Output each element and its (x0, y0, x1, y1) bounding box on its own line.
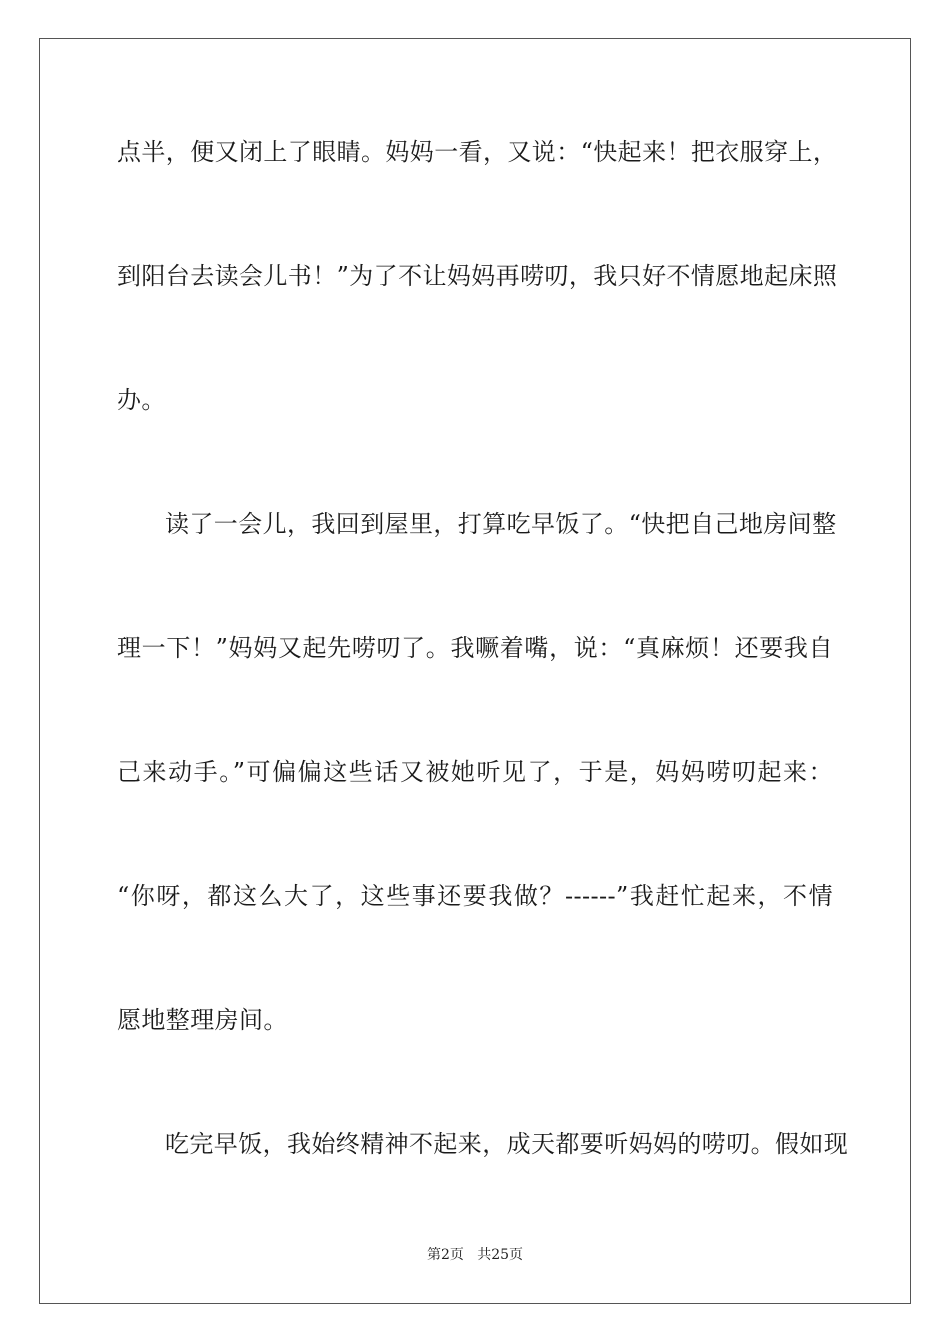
text-line-9: 吃完早饭，我始终精神不起来，成天都要听妈妈的唠叨。假如现 (165, 1130, 849, 1158)
text-line-8: 愿地整理房间。 (117, 1006, 288, 1034)
text-line-7: “你呀，都这么大了，这些事还要我做？------”我赶忙起来，不情 (117, 882, 833, 910)
text-line-1: 点半，便又闭上了眼睛。妈妈一看，又说：“快起来！把衣服穿上， (117, 138, 838, 166)
text-line-5: 理一下！”妈妈又起先唠叨了。我噘着嘴，说：“真麻烦！还要我自 (117, 634, 833, 662)
text-line-6: 己来动手。”可偏偏这些话又被她听见了，于是，妈妈唠叨起来： (117, 758, 833, 786)
text-line-3: 办。 (117, 386, 166, 414)
page-number-footer: 第2页 共25页 (426, 1247, 524, 1263)
page-border (39, 38, 911, 1304)
text-line-2: 到阳台去读会儿书！”为了不让妈妈再唠叨，我只好不情愿地起床照 (117, 262, 838, 290)
text-line-4: 读了一会儿，我回到屋里，打算吃早饭了。“快把自己地房间整 (165, 510, 837, 538)
